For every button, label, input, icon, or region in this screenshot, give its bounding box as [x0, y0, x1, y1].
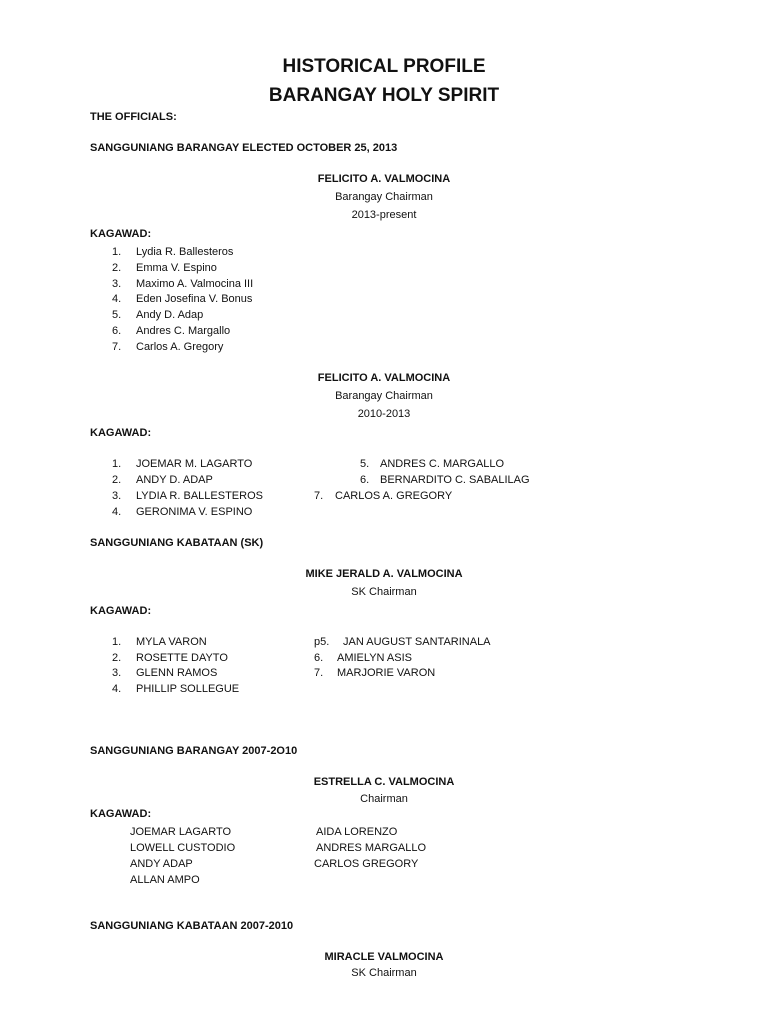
- sb-2007-kagawad-label: KAGAWAD:: [90, 808, 152, 820]
- sb-2007-heading: SANGGUNIANG BARANGAY 2007-2O10: [90, 745, 298, 757]
- list-item-name: Eden Josefina V. Bonus: [136, 293, 253, 305]
- list-item-name: LYDIA R. BALLESTEROS: [136, 490, 263, 502]
- sk-2007-chairman-position: SK Chairman: [351, 967, 417, 979]
- list-item-number: 5.: [112, 309, 122, 321]
- list-item-name: AMIELYN ASIS: [337, 652, 412, 664]
- list-item-name: PHILLIP SOLLEGUE: [136, 683, 240, 695]
- sb-2010-chairman-position: Barangay Chairman: [335, 390, 433, 402]
- list-item-name: CARLOS A. GREGORY: [335, 490, 453, 502]
- sb-2010-chairman-name: FELICITO A. VALMOCINA: [317, 372, 451, 384]
- list-item-name: Andres C. Margallo: [136, 325, 231, 337]
- list-item-name: MYLA VARON: [136, 636, 207, 648]
- sk-chairman-name: MIKE JERALD A. VALMOCINA: [305, 568, 463, 580]
- sk-kagawad-label: KAGAWAD:: [90, 605, 152, 617]
- list-item-name: ANDRES C. MARGALLO: [380, 458, 505, 470]
- list-item-name: Andy D. Adap: [136, 309, 204, 321]
- list-item-number: 4.: [112, 293, 122, 305]
- sb-2007-chairman-position: Chairman: [360, 793, 408, 805]
- sk-heading: SANGGUNIANG KABATAAN (SK): [90, 537, 264, 549]
- list-item-number: 1.: [112, 636, 122, 648]
- list-item-number: 3.: [112, 667, 122, 679]
- list-item-number: 7.: [112, 341, 122, 353]
- list-item-name: JOEMAR M. LAGARTO: [136, 458, 253, 470]
- list-item-number: 3.: [112, 490, 122, 502]
- list-item-number: 2.: [112, 474, 122, 486]
- list-item-name: GERONIMA V. ESPINO: [136, 506, 253, 518]
- list-item-number: 4.: [112, 506, 122, 518]
- sb-2007-chairman-name: ESTRELLA C. VALMOCINA: [313, 776, 455, 788]
- sb-2013-term: 2013-present: [351, 209, 417, 221]
- sb-2013-chairman-name: FELICITO A. VALMOCINA: [317, 173, 451, 185]
- list-item-number: 7.: [314, 490, 324, 502]
- list-item-number: 1.: [112, 246, 122, 258]
- list-item-name: JAN AUGUST SANTARINALA: [343, 636, 491, 648]
- officials-heading: THE OFFICIALS:: [90, 111, 177, 123]
- list-item-number: 3.: [112, 278, 122, 290]
- list-item-number: 7.: [314, 667, 324, 679]
- sb-2013-kagawad-label: KAGAWAD:: [90, 228, 152, 240]
- sb-2010-term: 2010-2013: [357, 408, 411, 420]
- list-item-name: AIDA LORENZO: [316, 826, 398, 838]
- sk-chairman-position: SK Chairman: [351, 586, 417, 598]
- list-item-name: CARLOS GREGORY: [314, 858, 419, 870]
- sk-2007-chairman-name: MIRACLE VALMOCINA: [324, 951, 444, 963]
- list-item-number: 6.: [360, 474, 370, 486]
- list-item-name: Maximo A. Valmocina III: [136, 278, 254, 290]
- sk-2007-heading: SANGGUNIANG KABATAAN 2007-2010: [90, 920, 294, 932]
- list-item-number: 2.: [112, 652, 122, 664]
- list-item-name: ALLAN AMPO: [130, 874, 200, 886]
- sb-2013-heading: SANGGUNIANG BARANGAY ELECTED OCTOBER 25, 2013: [90, 142, 398, 154]
- list-item-number: 4.: [112, 683, 122, 695]
- list-item-name: ROSETTE DAYTO: [136, 652, 228, 664]
- list-item-name: GLENN RAMOS: [136, 667, 218, 679]
- list-item-name: LOWELL CUSTODIO: [130, 842, 236, 854]
- list-item-number: p5.: [314, 636, 330, 648]
- list-item-name: Lydia R. Ballesteros: [136, 246, 234, 258]
- list-item-name: BERNARDITO C. SABALILAG: [380, 474, 530, 486]
- list-item-name: ANDY ADAP: [130, 858, 193, 870]
- list-item-name: MARJORIE VARON: [337, 667, 436, 679]
- sb-2010-kagawad-label: KAGAWAD:: [90, 427, 152, 439]
- list-item-name: JOEMAR LAGARTO: [130, 826, 232, 838]
- document-title-line1: HISTORICAL PROFILE: [282, 56, 486, 77]
- sb-2013-chairman-position: Barangay Chairman: [335, 191, 433, 203]
- list-item-name: ANDY D. ADAP: [136, 474, 213, 486]
- list-item-name: Emma V. Espino: [136, 262, 217, 274]
- list-item-number: 5.: [360, 458, 370, 470]
- document-title-line2: BARANGAY HOLY SPIRIT: [268, 85, 500, 106]
- list-item-number: 6.: [112, 325, 122, 337]
- list-item-name: ANDRES MARGALLO: [316, 842, 427, 854]
- list-item-number: 2.: [112, 262, 122, 274]
- list-item-number: 6.: [314, 652, 324, 664]
- list-item-name: Carlos A. Gregory: [136, 341, 224, 353]
- list-item-number: 1.: [112, 458, 122, 470]
